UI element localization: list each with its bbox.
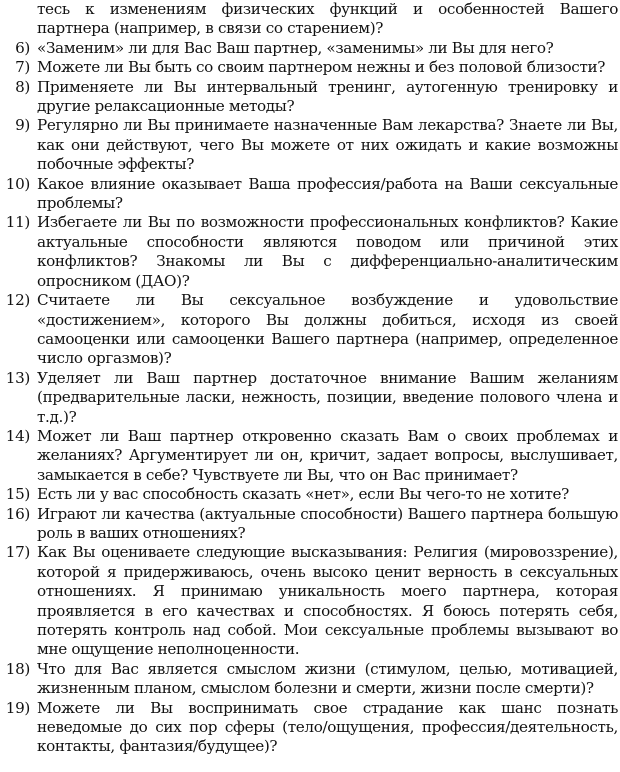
item-text: Применяете ли Вы интервальный тренинг, аутогенную тренировку и другие релаксационные методы? (37, 77, 618, 116)
list-item (0, 58, 618, 77)
item-text: Избегаете ли Вы по возможности профессиональных конфликтов? Какие актуальные способности являются поводом или причиной этих конфликтов? Знакомы ли Вы с дифференциально-аналитическим опросником (ДАО)? (37, 213, 618, 290)
item-text: Регулярно ли Вы принимаете назначенные Вам лекарства? Знаете ли Вы, как они действуют, чего Вы можете от них ожидать и какие возможны побочные эффекты? (37, 116, 618, 174)
continuation-paragraph: тесь к изменениям физических функций и особенностей Вашего партнера (например, в связи со старением)? (37, 0, 618, 38)
item-text: Какое влияние оказывает Ваша профессия/работа на Ваши сексуальные проблемы? (37, 174, 618, 213)
item-number: 19) (5, 698, 30, 717)
list-item (0, 369, 618, 427)
item-number: 15) (5, 485, 30, 504)
list-item (0, 543, 618, 659)
item-number: 18) (5, 659, 30, 678)
item-number: 8) (15, 77, 30, 96)
item-number: 9) (15, 116, 30, 135)
list-item (0, 39, 618, 58)
list-item (0, 291, 618, 369)
item-text: Есть ли у вас способность сказать «нет», если Вы чего-то не хотите? (37, 485, 569, 504)
item-text: Можете ли Вы быть со своим партнером нежны и без половой близости? (37, 58, 606, 77)
item-number: 11) (5, 213, 30, 232)
item-text: «Заменим» ли для Вас Ваш партнер, «заменимы» ли Вы для него? (37, 38, 554, 57)
question-list (0, 39, 618, 757)
list-item (0, 505, 618, 544)
list-item (0, 116, 618, 174)
list-item (0, 78, 618, 117)
item-number: 6) (15, 38, 30, 57)
item-text: Может ли Ваш партнер откровенно сказать Вам о своих проблемах и желаниях? Аргументирует ли он, кричит, задает вопросы, выслушивает, замыкается в себе? Чувствуете ли Вы, что он Вас принимает? (37, 426, 618, 484)
item-text: Считаете ли Вы сексуальное возбуждение и удовольствие «достижением», которого Вы должны добиться, исходя из своей самооценки или самооценки Вашего партнера (например, определенное число оргазмов)? (37, 291, 618, 368)
list-item (0, 427, 618, 485)
item-number: 14) (5, 426, 30, 445)
item-text: Играют ли качества (актуальные способности) Вашего партнера большую роль в ваших отношениях? (37, 504, 618, 542)
item-number: 12) (5, 291, 30, 310)
item-text: Можете ли Вы воспринимать свое страдание как шанс познать неведомые до сих пор сферы (тело/ощущения, профессия/деятельность, контакты, фантазия/будущее)? (37, 698, 618, 756)
item-number: 16) (5, 504, 30, 523)
item-number: 7) (15, 58, 30, 77)
list-item (0, 213, 618, 291)
item-text: Как Вы оцениваете следующие высказывания: Религия (мировоззрение), которой я придерживаюсь, очень высоко ценит верность в сексуальных отношениях. Я принимаю уникальность моего партнера, которая проявляется в его качествах и способностях. Я боюсь потерять себя, потерять контроль над собой. Мои сексуальные проблемы вызывают во мне ощущение неполноценности. (37, 543, 618, 659)
item-number: 17) (5, 543, 30, 562)
list-item (0, 175, 618, 214)
list-item (0, 699, 618, 757)
item-text: Что для Вас является смыслом жизни (стимулом, целью, мотивацией, жизненным планом, смыслом болезни и смерти, жизни после смерти)? (37, 659, 618, 698)
item-text: Уделяет ли Ваш партнер достаточное внимание Вашим желаниям (предварительные ласки, нежность, позиции, введение полового члена и т.д.)? (37, 368, 618, 426)
item-number: 13) (5, 368, 30, 387)
list-item (0, 485, 618, 504)
list-item (0, 660, 618, 699)
item-number: 10) (5, 174, 30, 193)
